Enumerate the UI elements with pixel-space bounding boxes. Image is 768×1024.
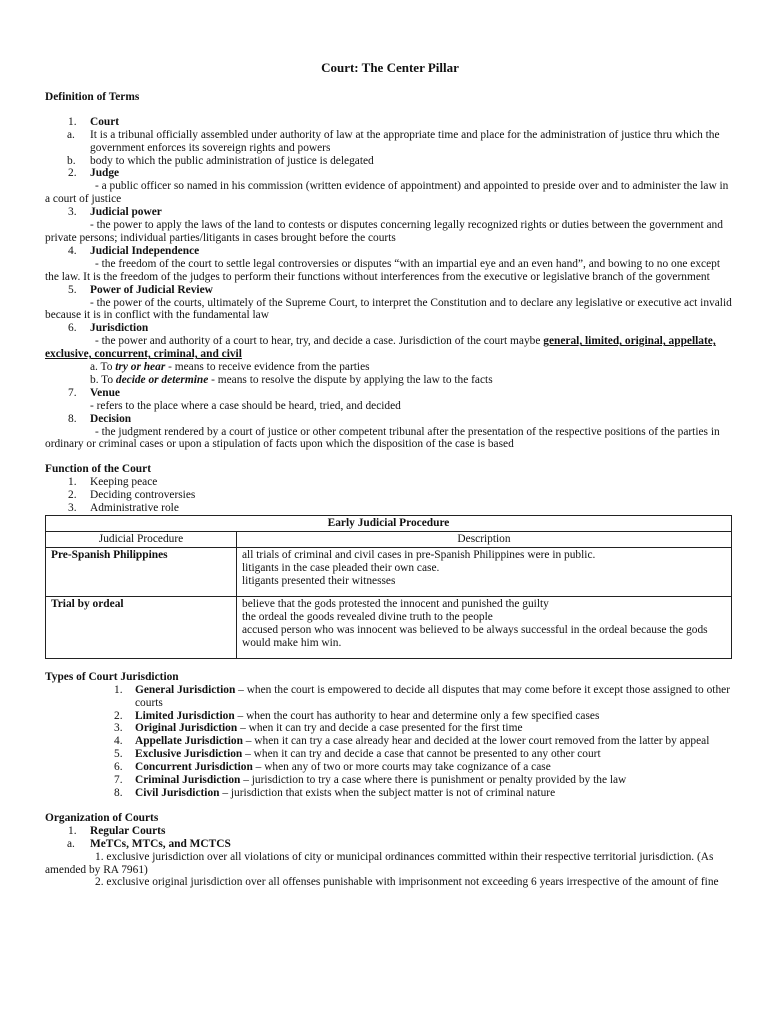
term-court-def-b: b. body to which the public administration of justice is delegated: [67, 154, 374, 167]
list-item: 5. Exclusive Jurisdiction – when it can try and decide a case that cannot be presented to any other court: [114, 748, 601, 761]
term-court: 1. Court: [45, 116, 735, 129]
procedure-description: believe that the gods protested the innocent and punished the guilty the ordeal the goods revealed divine truth to the people accused person who was innocent was believed to be always successful in the ordeal because the gods would make him win.: [237, 596, 732, 658]
term-judicial-review: 5. Power of Judicial Review: [68, 283, 213, 296]
term-jurisdiction-definition: - the power and authority of a court to hear, try, and decide a case. Jurisdiction of the court maybe general, limited, original, appellate, exclusive, concurrent, criminal, and civil: [45, 335, 716, 361]
organization-heading: Organization of Courts: [45, 811, 159, 824]
metc-courts: a. MeTCs, MTCs, and MCTCS: [67, 837, 231, 850]
procedure-table: [45, 515, 732, 659]
list-item: 7. Criminal Jurisdiction – jurisdiction to try a case where there is punishment or penalty provided by the law: [114, 774, 627, 787]
term-judicial-review-definition: - the power of the courts, ultimately of the Supreme Court, to interpret the Constitution and to declare any legislative or executive act invalid because it is in conflict with the fundamental law: [45, 296, 732, 322]
jurisdiction-decide-or-determine: b. To decide or determine - means to resolve the dispute by applying the law to the facts: [90, 373, 493, 386]
list-item: 8. Civil Jurisdiction – jurisdiction that exists when the subject matter is not of criminal nature: [114, 786, 556, 799]
term-decision: 8. Decision: [68, 412, 132, 425]
term-judge: 2. Judge: [68, 167, 120, 180]
page-title: Court: The Center Pillar: [321, 60, 459, 75]
procedure-name: Pre-Spanish Philippines: [46, 547, 237, 596]
jurisdiction-types-heading: Types of Court Jurisdiction: [45, 670, 179, 683]
jurisdiction-try-or-hear: a. To try or hear - means to receive evidence from the parties: [90, 361, 370, 374]
table-header-procedure: Judicial Procedure: [46, 531, 237, 547]
list-item: 1. General Jurisdiction – when the court is empowered to decide all disputes that may come before it except those assigned to other courts: [114, 683, 731, 709]
function-heading: Function of the Court: [45, 463, 151, 476]
term-jurisdiction: 6. Jurisdiction: [68, 322, 149, 335]
procedure-name: Trial by ordeal: [46, 596, 237, 658]
list-item: 6. Concurrent Jurisdiction – when any of two or more courts may take cognizance of a case: [114, 761, 551, 774]
table-caption: Early Judicial Procedure: [46, 516, 732, 532]
regular-courts: 1. Regular Courts: [68, 824, 166, 837]
list-item: 4. Appellate Jurisdiction – when it can try a case already hear and decided at the lower court removed from the latter by appeal: [114, 735, 710, 748]
term-judicial-power: 3. Judicial power: [68, 206, 162, 219]
metc-jurisdiction-point: 2. exclusive original jurisdiction over all offenses punishable with imprisonment not exceeding 6 years irrespective of the amount of fine: [95, 876, 719, 889]
list-item: 2. Deciding controversies: [68, 489, 196, 502]
metc-jurisdiction-point: 1. exclusive jurisdiction over all violations of city or municipal ordinances committed within their respective territorial jurisdiction. (As amended by RA 7961): [45, 850, 714, 876]
definitions-heading: Definition of Terms: [45, 90, 140, 103]
term-court-def-a: a. It is a tribunal officially assembled under authority of law at the appropriate time and place for the administration of justice thru which the government enforces its sovereign rights and powers: [67, 128, 720, 154]
procedure-description: all trials of criminal and civil cases in pre-Spanish Philippines were in public. litigants in the case pleaded their own case. litigants presented their witnesses: [237, 547, 732, 596]
term-court-label: Court: [90, 115, 120, 128]
list-item: 1. Keeping peace: [68, 476, 158, 489]
document-page: [45, 62, 735, 889]
term-judicial-independence: 4. Judicial Independence: [68, 244, 200, 257]
table-row: [46, 547, 732, 596]
term-judge-definition: - a public officer so named in his commission (written evidence of appointment) and appointed to preside over and to administer the law in a court of justice: [45, 180, 729, 206]
term-judicial-independence-definition: - the freedom of the court to settle legal controversies or disputes “with an impartial eye and an even hand”, and bowing to no one except the law. It is the freedom of the judges to perform their functions without interferences from the executive or legislative branch of the government: [45, 257, 721, 283]
list-item: 3. Administrative role: [68, 502, 179, 515]
table-row: [46, 596, 732, 658]
term-venue: 7. Venue: [68, 386, 120, 399]
jurisdiction-kinds: general, limited, original, appellate, exclusive, concurrent, criminal, and civil: [45, 335, 716, 361]
list-item: 2. Limited Jurisdiction – when the court has authority to hear and determine only a few specified cases: [114, 709, 600, 722]
term-venue-definition: - refers to the place where a case should be heard, tried, and decided: [90, 399, 401, 412]
term-decision-definition: - the judgment rendered by a court of justice or other competent tribunal after the presentation of the respective positions of the parties in ordinary or criminal cases or upon a stipulation of facts upon which the disposition of the case is based: [45, 425, 720, 451]
term-judicial-power-definition: - the power to apply the laws of the land to contests or disputes concerning legally recognized rights or duties between the government and private persons; individual parties/litigants in cases brought before the courts: [45, 219, 723, 244]
list-item: 3. Original Jurisdiction – when it can try and decide a case presented for the first time: [114, 722, 523, 735]
table-header-description: Description: [237, 531, 732, 547]
